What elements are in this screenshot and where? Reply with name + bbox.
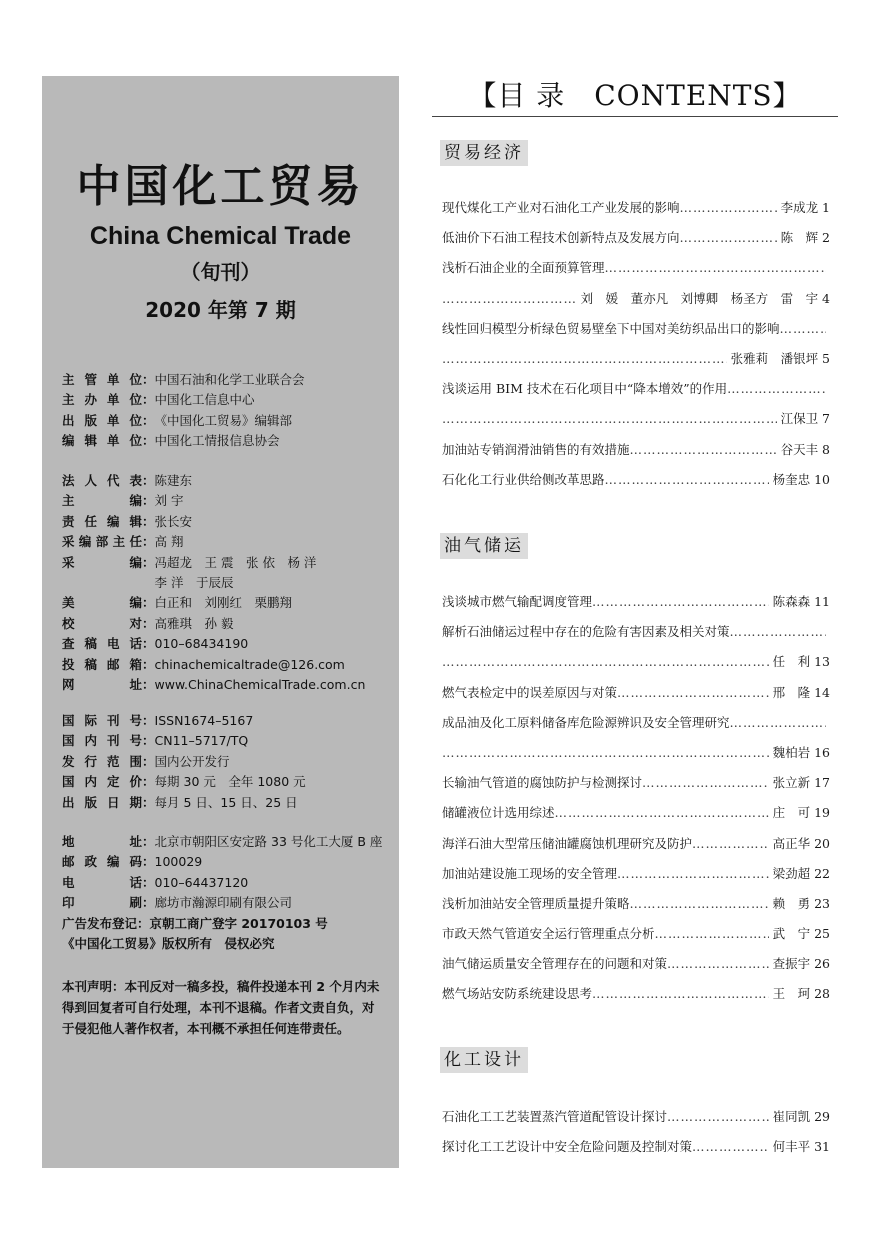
section-title: 油气储运: [440, 533, 528, 559]
info-row: 投稿邮箱 ： chinachemicaltrade@126.com: [62, 656, 345, 672]
info-row: 校对 ： 高雅琪 孙 毅: [62, 615, 234, 631]
toc-header-text: 【目 录 CONTENTS】: [468, 79, 802, 112]
toc-entry[interactable]: …………………………………………………………………………………………………………………………………………………………………………………………………… 江保卫 7: [442, 404, 830, 434]
toc-entry[interactable]: 燃气表检定中的误差原因与对策 …………………………………………………………………………………………………………………………………………………………………………………………………… 邢 隆 14: [442, 678, 830, 708]
masthead-staff: [62, 471, 365, 695]
toc-entry[interactable]: 市政天然气管道安全运行管理重点分析 …………………………………………………………………………………………………………………………………………………………………………………………………… 武 宁 25: [442, 919, 830, 949]
toc-entry[interactable]: 浅谈城市燃气输配调度管理 …………………………………………………………………………………………………………………………………………………………………………………………………… 陈森森 11: [442, 587, 830, 617]
toc-entry[interactable]: 探讨化工工艺设计中安全危险问题及控制对策 …………………………………………………………………………………………………………………………………………………………………………………………………… 何丰平 31: [442, 1132, 830, 1162]
toc-entry[interactable]: …………………………………………………………………………………………………………………………………………………………………………………………………… 张雅莉 潘银坪 5: [442, 344, 830, 374]
magazine-title: 中国化工贸易: [76, 161, 365, 212]
toc-entry[interactable]: 解析石油储运过程中存在的危险有害因素及相关对策 ……………………………………………………………………………………………………………………………………………………………………………………………………: [442, 617, 830, 647]
toc-entry[interactable]: 燃气场站安防系统建设思考 …………………………………………………………………………………………………………………………………………………………………………………………………… 王 珂 28: [442, 979, 830, 1009]
toc-entry[interactable]: 海洋石油大型常压储油罐腐蚀机理研究及防护 …………………………………………………………………………………………………………………………………………………………………………………………………… 高正华 20: [442, 829, 830, 859]
masthead-units: [62, 370, 305, 452]
info-row: 编辑单位 ： 中国化工情报信息协会: [62, 433, 280, 449]
magazine-title-en: China Chemical Trade: [89, 222, 352, 250]
info-row: 法人代表 ： 陈建东: [62, 473, 193, 488]
toc-entry[interactable]: 浅析石油企业的全面预算管理 ……………………………………………………………………………………………………………………………………………………………………………………………………: [442, 253, 830, 283]
info-row: 邮政编码 ： 100029: [62, 854, 203, 870]
info-row: 国内刊号 ： CN11–5717/TQ: [62, 733, 249, 749]
toc-list-trade: [442, 193, 830, 495]
info-row: 采编部主任 ： 高 翔: [62, 534, 184, 550]
publication-info: [62, 711, 306, 813]
info-row: 电话 ： 010–64437120: [62, 874, 249, 890]
toc-entry[interactable]: 加油站专销润滑油销售的有效措施 …………………………………………………………………………………………………………………………………………………………………………………………………… 谷天丰 8: [442, 435, 830, 465]
toc-entry[interactable]: …………………………………………………………………………………………………………………………………………………………………………………………………… 魏柏岩 16: [442, 738, 830, 768]
info-row: 责任编辑 ： 张长安: [62, 513, 193, 529]
copyright: 《中国化工贸易》版权所有 侵权必究: [62, 935, 275, 951]
info-row: 主管单位 ： 中国石油和化学工业联合会: [62, 372, 305, 387]
toc-entry[interactable]: 低油价下石油工程技术创新特点及发展方向 …………………………………………………………………………………………………………………………………………………………………………………………………… 陈 辉 2: [442, 223, 830, 253]
toc-list-storage: [442, 587, 830, 1010]
toc-entry[interactable]: 线性回归模型分析绿色贸易壁垒下中国对美纺织品出口的影响 ……………………………………………………………………………………………………………………………………………………………………………………………………: [442, 314, 830, 344]
toc-header: [432, 70, 838, 117]
info-row: 国际刊号 ： ISSN1674–5167: [62, 713, 254, 728]
info-row: 国内定价 ： 每期 30 元 全年 1080 元: [62, 774, 306, 790]
magazine-frequency: （旬刊）: [180, 260, 261, 284]
info-row: 发行范围 ： 国内公开发行: [62, 753, 230, 769]
toc-entry[interactable]: 浅析加油站安全管理质量提升策略 …………………………………………………………………………………………………………………………………………………………………………………………………… 赖 勇 23: [442, 889, 830, 919]
toc-entry[interactable]: 油气储运质量安全管理存在的问题和对策 …………………………………………………………………………………………………………………………………………………………………………………………………… 查振宇 26: [442, 949, 830, 979]
info-row: 出版单位 ： 《中国化工贸易》编辑部: [62, 412, 293, 428]
toc-entry[interactable]: 浅谈运用 BIM 技术在石化项目中“降本增效”的作用 ……………………………………………………………………………………………………………………………………………………………………………………………………: [442, 374, 830, 404]
declaration: 本刊声明：本刊反对一稿多投，稿件投递本刊 2 个月内未得到回复者可自行处理，本刊不退稿。作者文责自负，对于侵犯他人著作权者，本刊概不承担任何连带责任。: [62, 979, 380, 1036]
masthead-panel: [42, 76, 399, 1168]
toc-entry[interactable]: 加油站建设施工现场的安全管理 …………………………………………………………………………………………………………………………………………………………………………………………………… 梁劲超 22: [442, 859, 830, 889]
info-row: 网址 ： www.ChinaChemicalTrade.com.cn: [62, 676, 366, 692]
info-row: 出版日期 ： 每月 5 日、15 日、25 日: [62, 794, 298, 810]
info-row: 印刷 ： 廊坊市瀚源印刷有限公司: [62, 895, 293, 911]
info-row: 美编 ： 白正和 刘刚红 栗鹏翔: [62, 595, 293, 611]
toc-entry[interactable]: …………………………………………………………………………………………………………………………………………………………………………………………………… 刘 媛 董亦凡 刘博卿 杨圣方 雷 宇 4: [442, 284, 830, 314]
toc-entry[interactable]: 长输油气管道的腐蚀防护与检测探讨 …………………………………………………………………………………………………………………………………………………………………………………………………… 张立新 17: [442, 768, 830, 798]
section-title: 化工设计: [440, 1047, 528, 1073]
toc-entry[interactable]: 成品油及化工原料储备库危险源辨识及安全管理研究 ……………………………………………………………………………………………………………………………………………………………………………………………………: [442, 708, 830, 738]
section-title: 贸易经济: [440, 140, 528, 166]
contact-info: [62, 832, 382, 954]
info-row: 主编 ： 刘 宇: [62, 493, 184, 509]
info-row: 地址 ： 北京市朝阳区安定路 33 号化工大厦 B 座: [62, 834, 383, 849]
toc-list-design: [442, 1102, 830, 1162]
toc-entry[interactable]: 储罐液位计选用综述 …………………………………………………………………………………………………………………………………………………………………………………………………… 庄 可 19: [442, 798, 830, 828]
toc-entry[interactable]: 现代煤化工产业对石油化工产业发展的影响 …………………………………………………………………………………………………………………………………………………………………………………………………… 李成龙 1: [442, 193, 830, 223]
toc-entry[interactable]: 石油化工工艺装置蒸汽管道配管设计探讨 …………………………………………………………………………………………………………………………………………………………………………………………………… 崔同凯 29: [442, 1102, 830, 1132]
info-row: 查稿电话 ： 010–68434190: [62, 636, 249, 652]
toc-entry[interactable]: …………………………………………………………………………………………………………………………………………………………………………………………………… 任 利 13: [442, 647, 830, 677]
info-row: 采编 ： 冯超龙 王 震 张 依 杨 洋: [62, 554, 317, 570]
magazine-issue: 2020 年第 7 期: [145, 298, 296, 322]
toc-entry[interactable]: 石化化工行业供给侧改革思路 …………………………………………………………………………………………………………………………………………………………………………………………………… 杨奎忠 10: [442, 465, 830, 495]
info-row: 李 洋 于辰辰: [154, 574, 234, 590]
ad-registration: 广告发布登记：京朝工商广登字 20170103 号: [62, 915, 328, 931]
info-row: 主办单位 ： 中国化工信息中心: [62, 392, 255, 408]
